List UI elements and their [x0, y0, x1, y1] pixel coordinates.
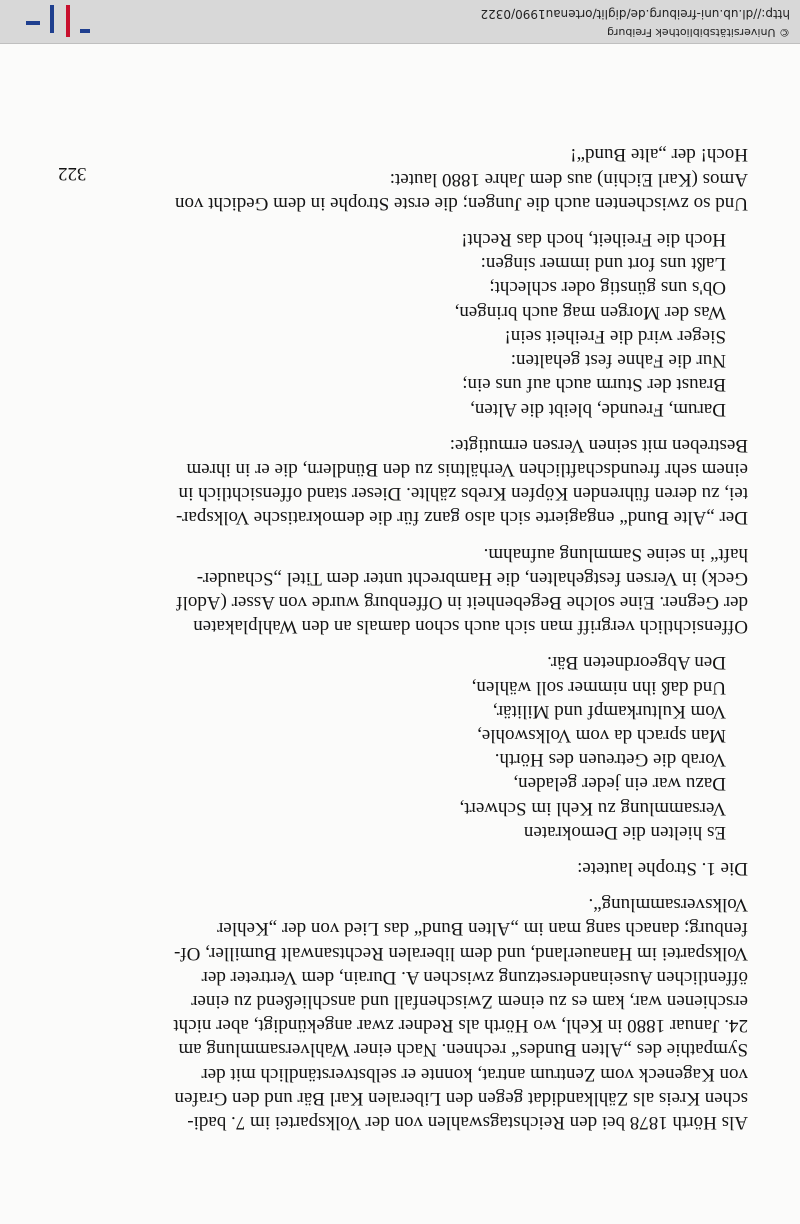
paragraph-spacer: [58, 880, 748, 892]
verse-line: Man sprach da vom Volkswohle,: [477, 724, 726, 746]
text-line: der Gegner. Eine solche Begebenheit in Offenburg wurde von Asser (Adolf: [176, 591, 748, 613]
source-url[interactable]: http://dl.ub.uni-freiburg.de/diglit/ortenau1990/0322: [480, 7, 790, 21]
paragraph-spacer: [58, 529, 748, 541]
text-line: Der „Alte Bund“ engagierte sich also ganz für die demokratische Volkspar-: [176, 507, 748, 529]
text-line: Als Hörth 1878 bei den Reichstagswahlen von der Volkspartei im 7. badi-: [187, 1112, 748, 1133]
text-line: Bestreben mit seinen Versen ermutigte:: [449, 434, 748, 456]
logo-bar-blue-2: [50, 5, 54, 33]
logo-bar-red: [66, 5, 70, 37]
paragraph: [58, 856, 748, 880]
text-line: Volkspartei im Hanauerland, und dem liberalen Rechtsanwalt Bumiller, Of-: [173, 942, 748, 964]
text-line: Offensichtlich vergriff man sich auch schon damals an den Wahlplakaten: [193, 616, 748, 638]
verse-line: Sieger wird die Freiheit sein!: [504, 325, 726, 347]
text-line: tei, zu deren führenden Köpfen Krebs zählte. Dieser stand offensichtlich in: [178, 483, 748, 505]
verse-line: Dazu war ein jeder geladen,: [513, 773, 726, 795]
copyright-notice: © Universitätsbibliothek Freiburg: [607, 26, 790, 39]
verse-line: Hoch die Freiheit, hoch das Recht!: [461, 229, 726, 251]
verse-line: Nur die Fahne fest gehalten:: [510, 350, 726, 372]
paragraph-spacer: [58, 215, 748, 227]
text-line: einem sehr freundschaftlichen Verhältnis zu den Bündlern, die er in ihrem: [186, 458, 748, 480]
verse-line: Den Abgeordneten Bär.: [547, 652, 726, 674]
text-line: Sympathie des „Alten Bundes“ rechnen. Nach einer Wahlversammlung am: [178, 1039, 748, 1061]
text-line: schen Kreis als Zählkandidat gegen den Liberalen Karl Bär und den Grafen: [174, 1087, 748, 1109]
text-line: Geck) in Versen festgehalten, die Hambrecht unter dem Titel „Schauder-: [196, 567, 748, 589]
scanned-page: [0, 44, 800, 1224]
verse-stanza: [58, 650, 748, 844]
text-line: Und so zwischenten auch die Jungen; die erste Strophe in dem Gedicht von: [174, 192, 748, 214]
verse-line: Es hielten die Demokraten: [523, 821, 726, 843]
viewer-footer: [0, 0, 800, 44]
paragraph-spacer: [58, 844, 748, 856]
paragraph-spacer: [58, 130, 748, 142]
verse-line: Und daß ihn nimmer soll wählen,: [471, 676, 726, 698]
paragraph: [58, 541, 748, 638]
verse-line: Vom Kulturkampf und Militär,: [492, 700, 726, 722]
verse-line: Laßt uns fort und immer singen:: [480, 253, 726, 275]
paragraph-spacer: [58, 638, 748, 650]
paragraph: [58, 433, 748, 530]
text-line: fenburg; danach sang man im „Alten Bund“ das Lied von der „Kehler: [217, 918, 748, 940]
logo-bar-blue-3: [26, 21, 40, 25]
text-line: haft“ in seine Sammlung aufnahm.: [483, 543, 748, 565]
text-line: Volksversammlung“.: [588, 894, 748, 916]
verse-stanza: [58, 227, 748, 421]
verse-line: Versammlung zu Kehl im Schwert,: [459, 797, 726, 819]
paragraph-spacer: [58, 421, 748, 433]
verse-line: Braust der Sturm auch auf uns ein;: [462, 374, 726, 396]
text-line: 24. Januar 1880 in Kehl, wo Hörth als Redner zwar angekündigt, aber nicht: [173, 1015, 748, 1037]
text-line: erschienen war, kam es zu einem Zwischenfall und anschließend zu einer: [191, 990, 748, 1012]
verse-line: Ob's uns günstig oder schlecht;: [489, 277, 726, 299]
body-text: [58, 130, 748, 1134]
library-logo: [10, 3, 110, 39]
text-line: Die 1. Strophe lautete:: [577, 857, 748, 879]
verse-line: Vorab die Getreuen des Hörth.: [494, 749, 726, 771]
logo-bar-blue-1: [80, 29, 90, 33]
text-line: Amos (Karl Eichin) aus dem Jahre 1880 lautet:: [389, 168, 748, 190]
text-line: Hoch! der „alte Bund“!: [570, 144, 748, 166]
page-number: 322: [58, 163, 87, 184]
text-line: öffentlichen Auseinandersetzung zwischen A. Durain, dem Vertreter der: [201, 966, 748, 988]
verse-line: Darum, Freunde, bleibt die Alten,: [470, 398, 726, 420]
text-line: von Kageneck vom Zentrum antrat, konnte er selbstverständlich mit der: [201, 1063, 748, 1085]
verse-line: Was der Morgen mag auch bringen,: [454, 301, 726, 323]
paragraph: [58, 892, 748, 1134]
